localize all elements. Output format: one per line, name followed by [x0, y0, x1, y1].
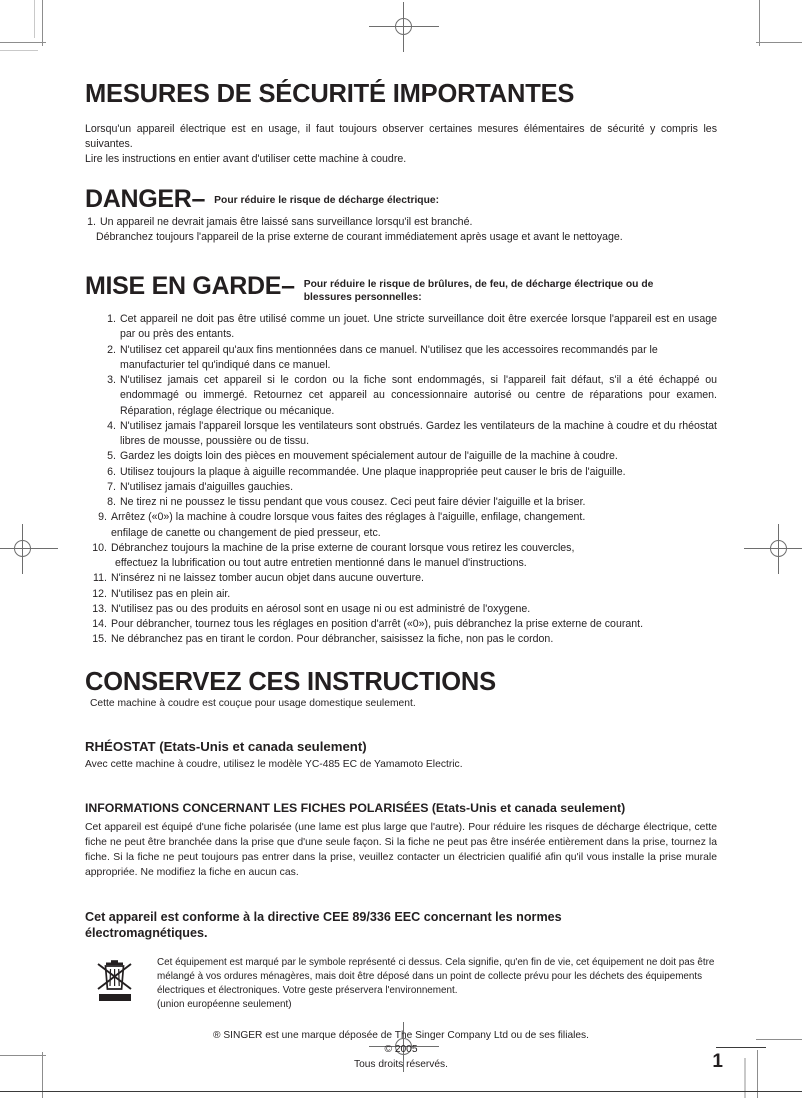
list-item-number: 15.	[92, 633, 107, 646]
list-item	[85, 587, 717, 602]
list-item-text: Ne débranchez pas en tirant le cordon. Pour débrancher, saisissez la fiche, non pas le cordon.	[111, 633, 554, 646]
danger-list	[85, 215, 717, 230]
list-item-number: 7.	[107, 480, 116, 493]
list-item-text: Gardez les doigts loin des pièces en mouvement spécialement autour de l'aiguille de la machine à coudre.	[120, 450, 618, 463]
footer-rights: Tous droits réservés.	[354, 1058, 448, 1070]
page-title: MESURES DE SÉCURITÉ IMPORTANTES	[85, 80, 575, 108]
list-item-text: enfilage de canette ou changement de pied presseur, etc.	[111, 526, 381, 539]
list-item	[94, 343, 717, 374]
crop-mark-bottom-right-h	[716, 1047, 766, 1048]
rheostat-heading: RHÉOSTAT (Etats-Unis et canada seulement)	[85, 739, 367, 755]
footer-copyright: © 2005	[384, 1044, 418, 1056]
page-footer	[85, 1029, 723, 1073]
weee-line-1: Cet équipement est marqué par le symbole représenté ci dessus. Cela signifie, qu'en fin de vie, cet équipement ne doit pas être mélangé à vos ordures ménagères, mais doit être déposé dans un point de collecte prévu pour les déchets des équipements électriques et électroniques. Votre geste préservera l'environnement.	[157, 956, 715, 997]
page-bottom-rule	[0, 1091, 802, 1092]
list-item-text: N'utilisez jamais cet appareil si le cordon ou la fiche sont endommagés, si l'appareil fait défaut, s'il a été échappé ou endommagé ou immergé. Retournez cet appareil au concessionnaire autorisé ou centre de réparations pour examen. Réparation, réglage électrique ou mécanique.	[120, 374, 717, 417]
crop-mark-top-left-v2	[34, 0, 35, 38]
danger-word: DANGER–	[85, 185, 206, 214]
list-item	[85, 617, 717, 632]
warning-word: MISE EN GARDE–	[85, 271, 295, 300]
list-item-number: 13.	[92, 602, 107, 615]
list-item	[94, 480, 717, 495]
list-item-number: 10.	[92, 541, 107, 554]
list-item-text: Un appareil ne devrait jamais être laissé sans surveillance lorsqu'il est branché.	[100, 216, 473, 229]
list-item-number: 12.	[92, 587, 107, 600]
list-item-text: effectuez la lubrification ou tout autre entretien mentionné dans le manuel d'instructions.	[115, 557, 527, 570]
list-item	[94, 419, 717, 450]
list-item-text: N'utilisez pas en plein air.	[111, 587, 231, 600]
list-item-number: 6.	[107, 465, 116, 478]
warning-heading	[85, 271, 717, 305]
warning-list-primary	[85, 312, 717, 510]
list-item	[94, 312, 717, 343]
weee-line-2: (union européenne seulement)	[157, 999, 292, 1011]
list-item	[85, 556, 717, 571]
page-content	[85, 80, 723, 1073]
list-item-text: Ne tirez ni ne poussez le tissu pendant que vous cousez. Ceci peut faire dévier l'aiguille et la briser.	[120, 496, 586, 509]
list-item	[85, 632, 717, 647]
list-item-number: 3.	[107, 374, 116, 387]
list-item-number: 11.	[93, 572, 107, 585]
danger-heading	[85, 187, 717, 212]
list-item-text: Cet appareil ne doit pas être utilisé comme un jouet. Une stricte surveillance doit être exercée lorsque l'appareil est en usage par ou près des entants.	[120, 313, 717, 341]
list-item-number: 2.	[107, 343, 116, 356]
registration-mark-left	[0, 524, 58, 574]
list-item-number: 9.	[98, 511, 107, 524]
emc-heading: Cet appareil est conforme à la directive CEE 89/336 EEC concernant les normes électromagnétiques.	[85, 909, 562, 941]
page-number: 1	[712, 1051, 723, 1073]
list-item-number: 14.	[92, 618, 107, 631]
polarized-heading: INFORMATIONS CONCERNANT LES FICHES POLARISÉES (Etats-Unis et canada seulement)	[85, 800, 626, 815]
intro-paragraph-1: Lorsqu'un appareil électrique est en usage, il faut toujours observer certaines mesures élémentaires de sécurité y compris les suivantes.	[85, 123, 717, 151]
crop-mark-top-right-v	[759, 0, 760, 46]
crop-mark-top-right-h	[756, 42, 802, 43]
list-item	[94, 465, 717, 480]
danger-subtitle: Pour réduire le risque de décharge électrique:	[214, 195, 440, 207]
weee-text-block	[149, 956, 717, 1013]
list-item-number: 5.	[107, 450, 116, 463]
weee-block	[85, 956, 717, 1013]
danger-continuation: Débranchez toujours l'appareil de la prise externe de courant immédiatement après usage et avant le nettoyage.	[96, 231, 623, 244]
list-item-text: Utilisez toujours la plaque à aiguille recommandée. Une plaque inappropriée peut causer le bris de l'aiguille.	[120, 465, 626, 478]
list-item	[85, 602, 717, 617]
list-item-number: 1.	[107, 313, 116, 326]
polarized-text: Cet appareil est équipé d'une fiche polarisée (une lame est plus large que l'autre). Pour réduire les risques de décharge électrique, cette fiche ne peut être branchée dans la prise que d'une seule façon. Si la fiche ne peut pas être insérée entièrement dans la prise, tournez la fiche. Si la fiche ne peut toujours pas entrer dans la prise, veuillez contacter un électricien qualifié afin qu'il vous installe la prise murale appropriée. Ne modifiez la fiche en aucun cas.	[85, 821, 717, 879]
crop-mark-bottom-left-h	[0, 1055, 46, 1056]
list-item	[94, 495, 717, 510]
list-item-text: N'insérez ni ne laissez tomber aucun objet dans aucune ouverture.	[111, 572, 424, 585]
intro-paragraph-2: Lire les instructions en entier avant d'utiliser cette machine à coudre.	[85, 153, 407, 166]
list-item-text: N'utilisez jamais d'aiguilles gauchies.	[120, 480, 294, 493]
list-item-number: 1.	[87, 216, 96, 229]
list-item-number	[85, 556, 111, 571]
conserve-heading: CONSERVEZ CES INSTRUCTIONS	[85, 667, 496, 696]
warning-subtitle: Pour réduire le risque de brûlures, de feu, de décharge électrique ou de blessures personnelles:	[303, 278, 654, 304]
warning-list-secondary	[85, 510, 717, 647]
list-item	[85, 541, 717, 556]
list-item-text: N'utilisez jamais l'appareil lorsque les ventilateurs sont obstrués. Gardez les ventilateurs de la machine à coudre et du rhéostat libres de mousse, poussière ou de tissu.	[120, 419, 717, 448]
list-item	[85, 510, 717, 525]
registration-mark-top	[369, 2, 439, 52]
list-item	[85, 571, 717, 586]
list-item-text: Débranchez toujours la machine de la prise externe de courant lorsque vous retirez les couvercles,	[111, 541, 575, 554]
crop-mark-top-left-v	[42, 0, 43, 46]
crop-mark-top-left-h	[0, 42, 46, 43]
list-item	[85, 215, 717, 230]
crop-mark-top-left-h2	[0, 50, 38, 51]
list-item	[94, 449, 717, 464]
list-item-number: 4.	[107, 419, 116, 432]
list-item-number	[85, 526, 111, 541]
list-item	[94, 373, 717, 419]
conserve-subtext: Cette machine à coudre est couçue pour usage domestique seulement.	[90, 697, 416, 709]
list-item-text: Arrêtez («0») la machine à coudre lorsque vous faites des réglages à l'aiguille, enfilage, changement.	[111, 511, 586, 524]
crop-mark-bottom-right-h2	[756, 1039, 802, 1040]
footer-trademark: ® SINGER est une marque déposée de The Singer Company Ltd ou de ses filiales.	[213, 1029, 589, 1041]
crossed-out-wheelie-bin-icon	[85, 956, 149, 1013]
list-item-text: N'utilisez pas ou des produits en aérosol sont en usage ni ou est administré de l'oxygene.	[111, 602, 531, 615]
list-item-text: Pour débrancher, tournez tous les réglages en position d'arrêt («0»), puis débranchez la prise externe de courant.	[111, 618, 644, 631]
registration-mark-right	[744, 524, 802, 574]
rheostat-text: Avec cette machine à coudre, utilisez le modèle YC-485 EC de Yamamoto Electric.	[85, 758, 463, 770]
crop-mark-bottom-right-v2	[744, 1058, 746, 1098]
list-item-number: 8.	[107, 496, 116, 509]
list-item	[85, 526, 717, 541]
list-item-text: N'utilisez cet appareil qu'aux fins mentionnées dans ce manuel. N'utilisez que les accessoires recommandés par le manufacturier tel qu'indiqué dans ce manuel.	[120, 343, 658, 371]
